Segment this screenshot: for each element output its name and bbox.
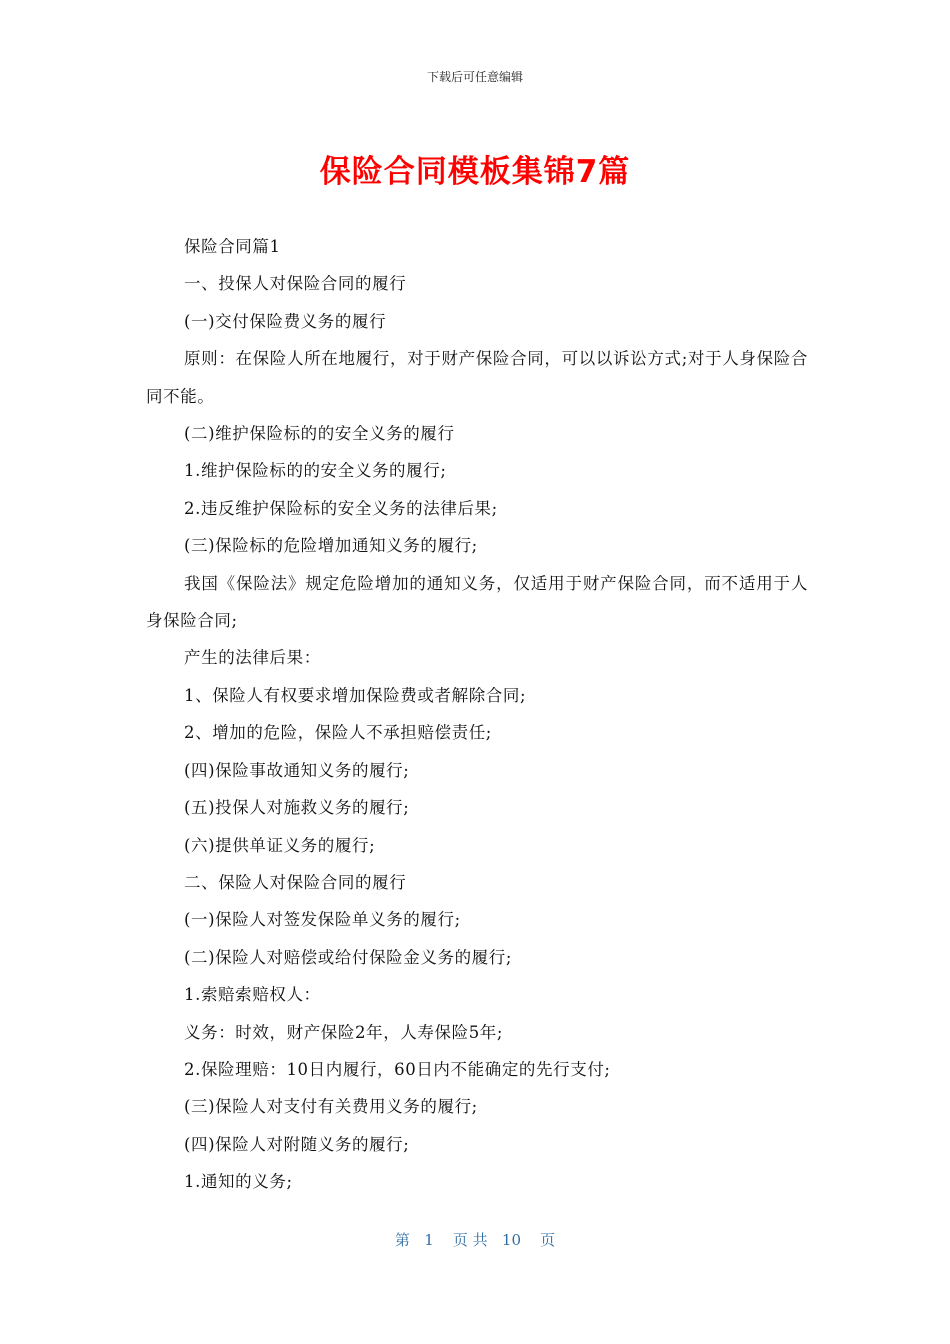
- paragraph: (四)保险人对附随义务的履行;: [184, 1134, 410, 1154]
- paragraph: 保险合同篇1: [184, 237, 281, 256]
- page-footer: 第 1 页 共 10 页: [394, 1231, 556, 1249]
- paragraph: 一、投保人对保险合同的履行: [184, 274, 407, 294]
- document-title: 保险合同模板集锦7篇: [319, 154, 631, 190]
- paragraph: (三)保险标的危险增加通知义务的履行;: [184, 536, 478, 556]
- paragraph: 我国《保险法》规定危险增加的通知义务，仅适用于财产保险合同，而不适用于人身保险合同;: [146, 573, 808, 631]
- paragraph: (一)保险人对签发保险单义务的履行;: [184, 910, 461, 930]
- paragraph: 2.保险理赔：10日内履行，60日内不能确定的先行支付;: [184, 1059, 611, 1079]
- paragraph: 1.维护保险标的的安全义务的履行;: [184, 461, 447, 481]
- paragraph: (六)提供单证义务的履行;: [184, 835, 376, 855]
- paragraph: (二)保险人对赔偿或给付保险金义务的履行;: [184, 947, 513, 967]
- paragraph: 1.通知的义务;: [184, 1172, 293, 1192]
- paragraph: 2.违反维护保险标的安全义务的法律后果;: [184, 498, 498, 518]
- header-note: 下载后可任意编辑: [426, 70, 523, 84]
- paragraph: 2、增加的危险，保险人不承担赔偿责任;: [184, 723, 492, 743]
- paragraph: (四)保险事故通知义务的履行;: [184, 760, 410, 780]
- paragraph: 产生的法律后果：: [184, 648, 321, 668]
- paragraph: (二)维护保险标的的安全义务的履行: [184, 424, 455, 444]
- paragraph: 原则：在保险人所在地履行，对于财产保险合同，可以以诉讼方式;对于人身保险合同不能。: [146, 349, 808, 406]
- paragraph: (一)交付保险费义务的履行: [184, 311, 387, 331]
- paragraph: 1、保险人有权要求增加保险费或者解除合同;: [184, 685, 527, 705]
- paragraph: 1.索赔索赔权人：: [184, 985, 321, 1005]
- paragraph: (五)投保人对施救义务的履行;: [184, 798, 410, 818]
- paragraph: 义务：时效，财产保险2年，人寿保险5年;: [184, 1022, 504, 1042]
- document-body: [146, 228, 808, 1201]
- paragraph: (三)保险人对支付有关费用义务的履行;: [184, 1097, 478, 1117]
- paragraph: 二、保险人对保险合同的履行: [184, 872, 407, 892]
